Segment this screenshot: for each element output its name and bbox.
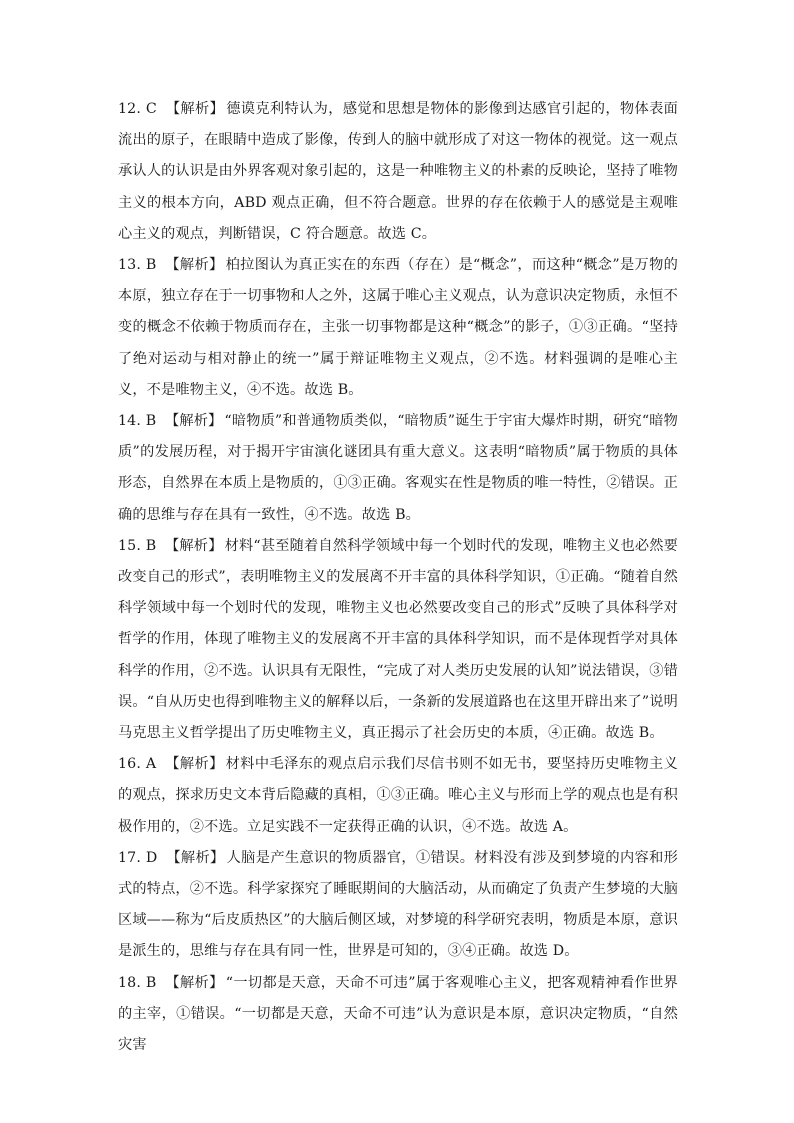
explanation-text: 材料中毛泽东的观点启示我们尽信书则不如无书，要坚持历史唯物主义的观点，探求历史文本背后隐藏的真相，①③正确。唯心主义与形而上学的观点也是有积极作用的，②不选。立足实践不一定获得正确的认识，④不选。故选 A。 (118, 756, 678, 835)
explanation-item-14 (118, 406, 678, 531)
analysis-tag: 【解析】 (165, 101, 225, 117)
explanation-item-17 (118, 843, 678, 968)
explanation-item-12 (118, 94, 678, 250)
analysis-tag: 【解析】 (166, 849, 225, 866)
question-number: 18. B (118, 974, 157, 991)
explanation-text: 德谟克利特认为，感觉和思想是物体的影像到达感官引起的，物体表面流出的原子，在眼睛中造成了影像，传到人的脑中就形成了对这一物体的视觉。这一观点承认人的认识是由外界客观对象引起的，这是一种唯物主义的朴素的反映论，坚持了唯物主义的根本方向，ABD 观点正确，但不符合题意。世界的存在依赖于人的感觉是主观唯心主义的观点，判断错误，C 符合题意。故选 C。 (118, 101, 678, 242)
answer-explanations (118, 94, 678, 1061)
explanation-text: 人脑是产生意识的物质器官，①错误。材料没有涉及到梦境的内容和形式的特点，②不选。科学家探究了睡眠期间的大脑活动，从而确定了负责产生梦境的大脑区域——称为“后皮质热区”的大脑后侧区域，对梦境的科学研究表明，物质是本原，意识是派生的，思维与存在具有同一性，世界是可知的，③④正确。故选 D。 (118, 849, 678, 960)
question-number: 14. B (118, 413, 157, 430)
explanation-text: 柏拉图认为真正实在的东西（存在）是“概念”，而这种“概念”是万物的本原，独立存在于一切事物和人之外，这属于唯心主义观点，认为意识决定物质，永恒不变的概念不依赖于物质而存在，主张一切事物都是这种“概念”的影子，①③正确。“坚持了绝对运动与相对静止的统一”属于辩证唯物主义观点，②不选。材料强调的是唯心主义，不是唯物主义，④不选。故选 B。 (118, 257, 678, 398)
analysis-tag: 【解析】 (165, 257, 224, 274)
explanation-item-16 (118, 749, 678, 843)
explanation-item-18 (118, 968, 678, 1062)
analysis-tag: 【解析】 (164, 413, 223, 430)
explanation-text: “一切都是天意，天命不可违”属于客观唯心主义，把客观精神看作世界的主宰，①错误。“一切都是天意，天命不可违”认为意识是本原，意识决定物质，“自然灾害 (118, 974, 679, 1054)
question-number: 12. C (118, 101, 157, 117)
question-number: 13. B (118, 257, 157, 274)
explanation-item-15 (118, 531, 678, 749)
analysis-tag: 【解析】 (165, 756, 224, 773)
question-number: 16. A (118, 756, 157, 773)
explanation-text: 材料“甚至随着自然科学领域中每一个划时代的发现，唯物主义也必然要改变自己的形式”，表明唯物主义的发展离不开丰富的具体科学知识，①正确。“随着自然科学领域中每一个划时代的发现，唯物主义也必然要改变自己的形式”反映了具体科学对哲学的作用，体现了唯物主义的发展离不开丰富的具体科学知识，而不是体现哲学对具体科学的作用，②不选。认识具有无限性，“完成了对人类历史发展的认知”说法错误，③错误。“自从历史也得到唯物主义的解释以后，一条新的发展道路也在这里开辟出来了”说明马克思主义哲学提出了历史唯物主义，真正揭示了社会历史的本质，④正确。故选 B。 (118, 537, 679, 742)
explanation-text: “暗物质”和普通物质类似，“暗物质”诞生于宇宙大爆炸时期，研究“暗物质”的发展历程，对于揭开宇宙演化谜团具有重大意义。这表明“暗物质”属于物质的具体形态，自然界在本质上是物质的，①③正确。客观实在性是物质的唯一特性，②错误。正确的思维与存在具有一致性，④不选。故选 B。 (118, 413, 678, 523)
analysis-tag: 【解析】 (165, 974, 224, 991)
question-number: 17. D (118, 849, 158, 866)
explanation-item-13 (118, 250, 678, 406)
analysis-tag: 【解析】 (165, 537, 223, 554)
question-number: 15. B (118, 537, 157, 554)
